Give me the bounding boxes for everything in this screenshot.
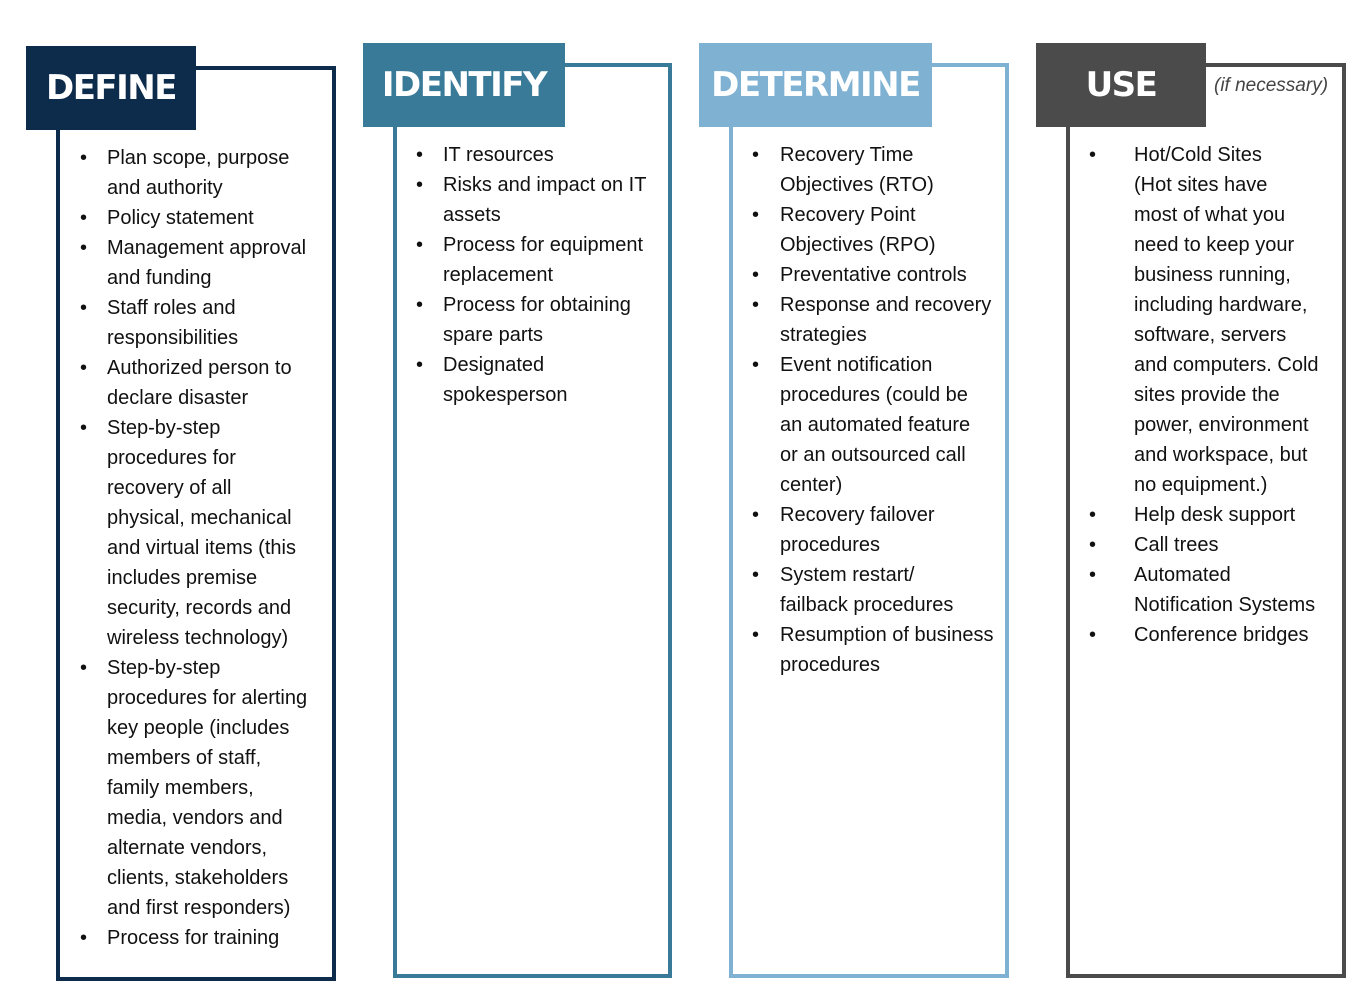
list-item-text: Policy statement xyxy=(107,207,254,229)
bullet-icon: • xyxy=(752,624,760,646)
use-list xyxy=(1089,140,1337,650)
bullet-icon: • xyxy=(80,417,88,439)
list-item-text: Notification Systems xyxy=(1134,594,1316,616)
list-item-text: Automated xyxy=(1134,564,1231,586)
list-item-text: Recovery Point xyxy=(780,204,916,226)
list-item xyxy=(752,500,1002,560)
bullet-icon: • xyxy=(1089,144,1097,166)
bullet-icon: • xyxy=(1089,504,1097,526)
list-item-text: Management approval xyxy=(107,237,307,259)
list-item-text: Authorized person to xyxy=(107,357,292,379)
list-item-text: power, environment xyxy=(1134,414,1309,436)
list-item-text: Plan scope, purpose xyxy=(107,147,290,169)
bullet-icon: • xyxy=(752,204,760,226)
bullet-icon: • xyxy=(752,294,760,316)
bullet-icon: • xyxy=(1089,534,1097,556)
list-item xyxy=(1089,140,1337,500)
list-item-text: key people (includes xyxy=(107,717,290,739)
list-item-text: and virtual items (this xyxy=(107,537,296,559)
list-item-text: and authority xyxy=(107,177,223,199)
list-item xyxy=(80,233,320,293)
list-item xyxy=(1089,500,1337,530)
list-item-text: assets xyxy=(443,204,501,226)
define-list xyxy=(80,143,320,953)
bullet-icon: • xyxy=(80,657,88,679)
bullet-icon: • xyxy=(416,174,424,196)
list-item-text: includes premise xyxy=(107,567,258,589)
bullet-icon: • xyxy=(752,504,760,526)
list-item-text: no equipment.) xyxy=(1134,474,1268,496)
list-item-text: Process for training xyxy=(107,927,280,949)
bullet-icon: • xyxy=(1089,564,1097,586)
list-item-text: Conference bridges xyxy=(1134,624,1309,646)
list-item-text: physical, mechanical xyxy=(107,507,292,529)
list-item-text: or an outsourced call xyxy=(780,444,966,466)
list-item-text: failback procedures xyxy=(780,594,954,616)
list-item-text: Help desk support xyxy=(1134,504,1296,526)
list-item-text: family members, xyxy=(107,777,254,799)
list-item-text: procedures xyxy=(780,534,881,556)
list-item-text: responsibilities xyxy=(107,327,239,349)
list-item-text: and first responders) xyxy=(107,897,291,919)
list-item-text: Objectives (RPO) xyxy=(780,234,936,256)
bullet-icon: • xyxy=(416,144,424,166)
list-item xyxy=(80,923,320,953)
list-item-text: IT resources xyxy=(443,144,554,166)
list-item-text: and workspace, but xyxy=(1134,444,1308,466)
list-item-text: Process for equipment xyxy=(443,234,644,256)
list-item-text: declare disaster xyxy=(107,387,249,409)
list-item-text: center) xyxy=(780,474,843,496)
identify-title-tab: IDENTIFY xyxy=(363,43,565,127)
list-item-text: recovery of all xyxy=(107,477,232,499)
list-item-text: procedures for alerting xyxy=(107,687,308,709)
list-item-text: Resumption of business xyxy=(780,624,994,646)
bullet-icon: • xyxy=(416,354,424,376)
list-item-text: most of what you xyxy=(1134,204,1286,226)
list-item-text: procedures for xyxy=(107,447,236,469)
list-item-text: and computers. Cold xyxy=(1134,354,1319,376)
bullet-icon: • xyxy=(416,294,424,316)
list-item-text: (Hot sites have xyxy=(1134,174,1268,196)
bullet-icon: • xyxy=(752,354,760,376)
list-item-text: Objectives (RTO) xyxy=(780,174,934,196)
bullet-icon: • xyxy=(80,297,88,319)
list-item-text: Step-by-step xyxy=(107,417,221,439)
determine-title-tab: DETERMINE xyxy=(699,43,932,127)
list-item xyxy=(1089,530,1337,560)
list-item-text: spokesperson xyxy=(443,384,568,406)
list-item-text: and funding xyxy=(107,267,212,289)
bullet-icon: • xyxy=(752,144,760,166)
list-item xyxy=(416,140,662,170)
list-item-text: software, servers xyxy=(1134,324,1287,346)
list-item xyxy=(416,170,662,230)
list-item xyxy=(752,140,1002,200)
list-item xyxy=(752,290,1002,350)
list-item xyxy=(416,350,662,410)
list-item-text: need to keep your xyxy=(1134,234,1295,256)
list-item xyxy=(1089,620,1337,650)
list-item-text: alternate vendors, xyxy=(107,837,268,859)
list-item xyxy=(752,260,1002,290)
use-note: (if necessary) xyxy=(1214,75,1329,96)
list-item-text: wireless technology) xyxy=(107,627,289,649)
list-item-text: members of staff, xyxy=(107,747,262,769)
list-item xyxy=(416,290,662,350)
list-item-text: procedures xyxy=(780,654,881,676)
list-item xyxy=(416,230,662,290)
bullet-icon: • xyxy=(80,357,88,379)
list-item-text: including hardware, xyxy=(1134,294,1308,316)
bullet-icon: • xyxy=(80,927,88,949)
list-item-text: Step-by-step xyxy=(107,657,221,679)
list-item-text: Risks and impact on IT xyxy=(443,174,647,196)
list-item-text: business running, xyxy=(1134,264,1291,286)
list-item-text: procedures (could be xyxy=(780,384,968,406)
list-item xyxy=(752,560,1002,620)
list-item-text: Event notification xyxy=(780,354,933,376)
list-item xyxy=(80,293,320,353)
list-item-text: spare parts xyxy=(443,324,544,346)
list-item xyxy=(80,353,320,413)
list-item-text: Staff roles and xyxy=(107,297,236,319)
list-item xyxy=(752,200,1002,260)
bullet-icon: • xyxy=(80,237,88,259)
bullet-icon: • xyxy=(416,234,424,256)
list-item-text: Hot/Cold Sites xyxy=(1134,144,1262,166)
list-item xyxy=(1089,560,1337,620)
list-item-text: security, records and xyxy=(107,597,292,619)
determine-list xyxy=(752,140,1002,680)
bullet-icon: • xyxy=(80,147,88,169)
list-item xyxy=(752,350,1002,500)
list-item-text: Designated xyxy=(443,354,545,376)
use-title-tab: USE xyxy=(1036,43,1206,127)
bullet-icon: • xyxy=(1089,624,1097,646)
list-item-text: System restart/ xyxy=(780,564,915,586)
list-item-text: clients, stakeholders xyxy=(107,867,289,889)
define-title-tab: DEFINE xyxy=(26,46,196,130)
list-item-text: Process for obtaining xyxy=(443,294,631,316)
bullet-icon: • xyxy=(752,564,760,586)
list-item-text: Preventative controls xyxy=(780,264,967,286)
list-item-text: Call trees xyxy=(1134,534,1219,556)
list-item-text: an automated feature xyxy=(780,414,971,436)
bullet-icon: • xyxy=(80,207,88,229)
list-item xyxy=(80,203,320,233)
list-item xyxy=(752,620,1002,680)
list-item xyxy=(80,413,320,653)
list-item xyxy=(80,143,320,203)
list-item-text: media, vendors and xyxy=(107,807,283,829)
list-item-text: Response and recovery xyxy=(780,294,992,316)
identify-list xyxy=(416,140,662,410)
list-item-text: Recovery Time xyxy=(780,144,914,166)
list-item xyxy=(80,653,320,923)
list-item-text: strategies xyxy=(780,324,867,346)
list-item-text: replacement xyxy=(443,264,554,286)
list-item-text: sites provide the xyxy=(1134,384,1280,406)
list-item-text: Recovery failover xyxy=(780,504,935,526)
bullet-icon: • xyxy=(752,264,760,286)
